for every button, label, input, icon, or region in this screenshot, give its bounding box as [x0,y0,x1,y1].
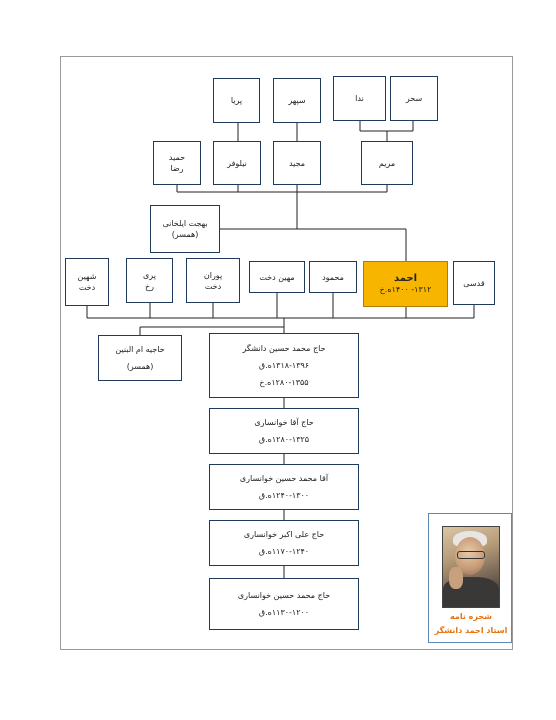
ancestor-years: ۱۱۳۰-۱۲۰۰ه.ق [258,608,310,617]
person-name-line: دخت [78,283,96,292]
person-majid [273,141,321,185]
person-name: سحر [405,94,423,103]
father-name: حاج محمد حسین دانشگر [242,344,326,353]
person-name: ندا [355,94,364,103]
person-name-line: دخت [204,281,222,291]
person-hamid-reza [153,141,201,185]
mother-box [98,335,182,381]
portrait-card [428,513,512,643]
ancestor-box [209,578,359,630]
ancestor-years: ۱۲۴۰-۱۳۰۰ه.ق [258,491,310,500]
portrait-caption-name: استاد احمد دانشگر [434,626,508,635]
person-name: قدسی [463,278,485,288]
person-years: ۱۳۱۲- ۱۴۰۰ه.خ [379,285,432,294]
mother-name: حاجیه ام البنین [115,345,165,354]
portrait-caption-title: شجره نامه [450,612,492,621]
person-mahmoud [309,261,357,293]
person-neda [333,76,386,121]
ancestor-box [209,520,359,566]
person-name: احمد [393,273,418,284]
photo-hand [449,567,463,589]
person-name-line: شهین [77,272,97,281]
spouse-note: (همسر) [171,230,199,239]
person-pouran-dokht [186,258,240,303]
ancestor-years: ۱۱۷۰-۱۲۴۰ه.ق [258,547,310,556]
person-name: مریم [378,158,396,168]
person-ahmad-highlighted [363,261,448,307]
spouse-box [150,205,220,253]
person-name: پریا [230,96,243,105]
person-mahin-dokht [249,261,305,293]
person-niloufar [213,141,261,185]
person-sahar [390,76,438,121]
person-name: سپهر [288,96,306,105]
person-name-line: پوران [203,270,223,280]
person-parya [213,78,260,123]
person-name: محمود [322,272,344,282]
ancestor-years: ۱۲۸۰-۱۳۲۵ه.ق [258,435,310,444]
person-name-line: رضا [170,164,184,173]
person-name: مهین دخت [259,272,295,282]
ancestor-box [209,464,359,510]
person-name-line: رخ [144,281,155,291]
person-pari-rokh [126,258,173,303]
person-maryam [361,141,413,185]
father-years-qamari: ۱۳۱۸-۱۳۹۶ه.ق [258,361,310,370]
ancestor-name: حاج علی اکبر خوانساری [243,530,325,539]
person-name-line: حمید [168,153,186,162]
ancestor-box [209,408,359,454]
person-sepehr [273,78,321,123]
ancestor-name: حاج محمد حسین خوانساری [237,591,331,600]
ancestor-name: آقا محمد حسین خوانساری [239,474,329,483]
ancestor-name: حاج آقا خوانساری [254,418,314,427]
mother-note: (همسر) [126,362,154,371]
portrait-photo [442,526,500,608]
father-years-khorshidi: ۱۲۸۰-۱۳۵۵ه.خ [259,378,309,387]
person-shahin-dokht [65,258,109,306]
photo-glasses [457,551,485,559]
father-box [209,333,359,398]
spouse-name: بهجت ایلخانی [162,219,208,228]
person-name: مجید [288,158,306,168]
person-name: نیلوفر [227,158,247,168]
person-name-line: پری [143,270,156,280]
person-ghodsi [453,261,495,305]
